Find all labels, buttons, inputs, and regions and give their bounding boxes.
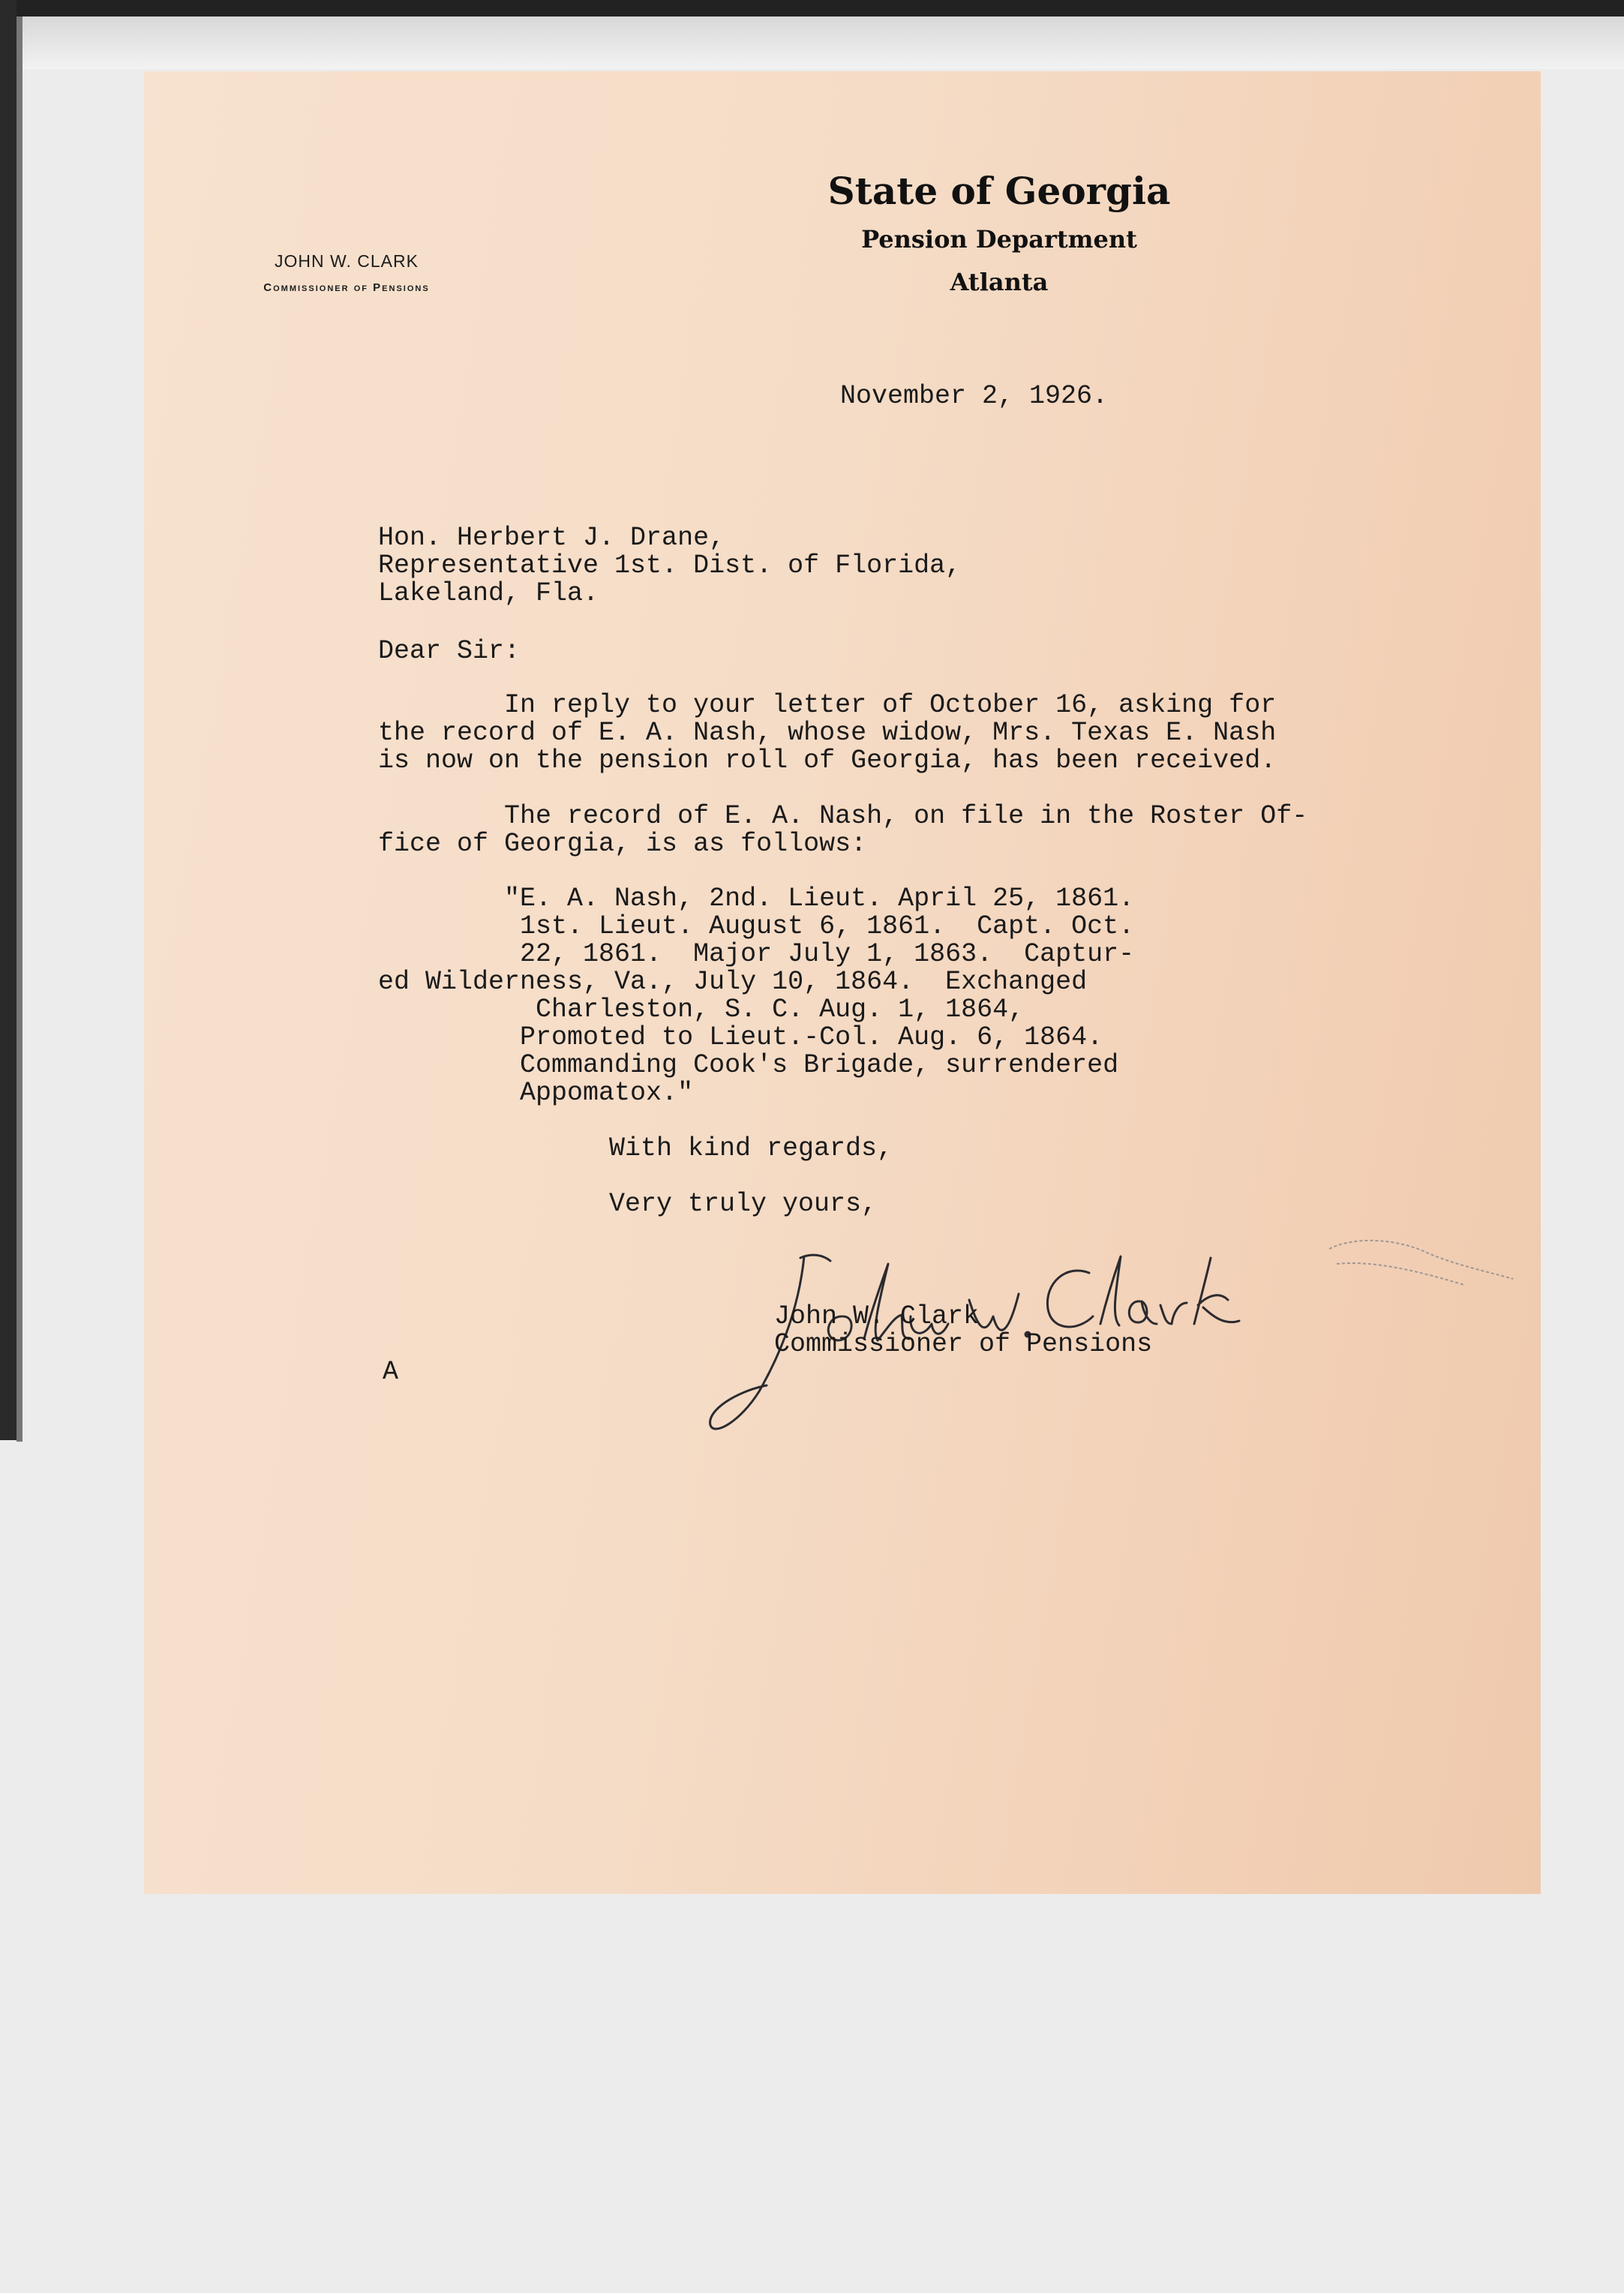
- scan-top-strip: [23, 17, 1624, 69]
- ink-smudge: [1314, 1219, 1539, 1309]
- closing-regards: With kind regards,: [609, 1133, 893, 1163]
- letter-page: [144, 71, 1541, 1894]
- paragraph-2-line-2: fice of Georgia, is as follows:: [378, 829, 867, 859]
- letterhead-commissioner-name: JOHN W. CLARK: [275, 251, 419, 271]
- paragraph-1-line-3: is now on the pension roll of Georgia, has been received.: [378, 746, 1277, 776]
- record-line-8: Appomatox.": [378, 1078, 694, 1108]
- closing-yours: Very truly yours,: [609, 1189, 878, 1219]
- typist-initial: A: [383, 1357, 399, 1387]
- signer-title: Commissioner of Pensions: [774, 1329, 1153, 1359]
- letter-date: November 2, 1926.: [840, 381, 1109, 411]
- scan-left-edge: [17, 17, 23, 1442]
- paragraph-2-line-1: The record of E. A. Nash, on file in the Roster Of-: [378, 801, 1308, 831]
- letterhead-commissioner-title: Commissioner of Pensions: [263, 281, 430, 294]
- record-line-3: 22, 1861. Major July 1, 1863. Captur-: [378, 939, 1135, 969]
- paragraph-1-line-1: In reply to your letter of October 16, asking for: [378, 690, 1277, 720]
- record-line-2: 1st. Lieut. August 6, 1861. Capt. Oct.: [378, 911, 1135, 941]
- recipient-line-1: Hon. Herbert J. Drane,: [378, 523, 725, 553]
- letterhead-department: Pension Department: [861, 225, 1137, 254]
- record-line-5: Charleston, S. C. Aug. 1, 1864,: [378, 995, 1025, 1025]
- recipient-line-2: Representative 1st. Dist. of Florida,: [378, 551, 962, 581]
- paragraph-1-line-2: the record of E. A. Nash, whose widow, Mrs. Texas E. Nash: [378, 718, 1277, 748]
- scan-top-border: [0, 0, 1624, 17]
- record-line-6: Promoted to Lieut.-Col. Aug. 6, 1864.: [378, 1022, 1103, 1052]
- record-line-1: "E. A. Nash, 2nd. Lieut. April 25, 1861.: [378, 884, 1135, 914]
- letterhead-city: Atlanta: [950, 268, 1049, 296]
- scan-left-border: [0, 0, 17, 1440]
- recipient-line-3: Lakeland, Fla.: [378, 578, 599, 608]
- record-line-7: Commanding Cook's Brigade, surrendered: [378, 1050, 1119, 1080]
- salutation: Dear Sir:: [378, 636, 521, 666]
- letterhead-state: State of Georgia: [827, 169, 1171, 213]
- record-line-4: ed Wilderness, Va., July 10, 1864. Exchanged: [378, 967, 1088, 997]
- signer-name: John W. Clark: [774, 1301, 980, 1331]
